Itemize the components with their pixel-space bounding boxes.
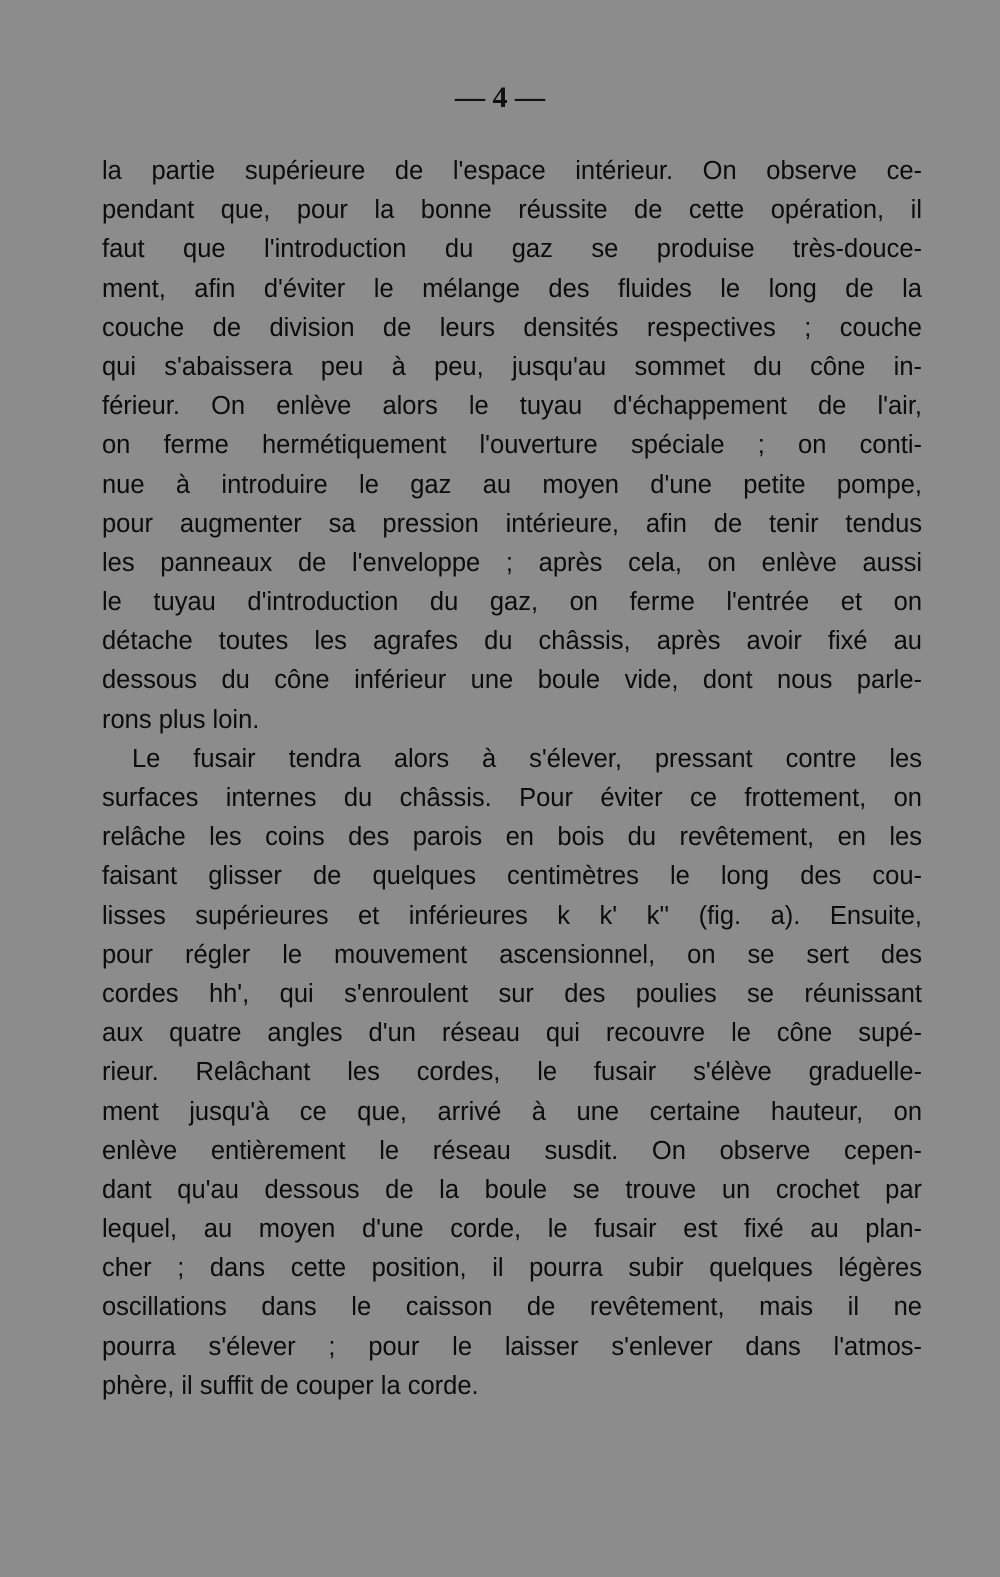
text-line: enlève entièrement le réseau susdit. On observe cepen- [102,1136,922,1165]
text-line: pendant que, pour la bonne réussite de cette opération, il [102,196,922,225]
text-line: nue à introduire le gaz au moyen d'une petite pompe, [102,470,922,499]
text-line: ment, afin d'éviter le mélange des fluides le long de la [102,274,922,303]
text-line: ment jusqu'à ce que, arrivé à une certaine hauteur, on [102,1097,922,1126]
text-line: dant qu'au dessous de la boule se trouve un crochet par [102,1175,922,1204]
text-line: couche de division de leurs densités respectives ; couche [102,313,922,342]
text-line: rons plus loin. [102,705,260,734]
text-line: lequel, au moyen d'une corde, le fusair est fixé au plan- [102,1215,922,1244]
text-line: cordes hh', qui s'enroulent sur des poulies se réunissant [102,979,922,1008]
text-line: qui s'abaissera peu à peu, jusqu'au sommet du cône in- [102,352,922,381]
text-line: la partie supérieure de l'espace intérieur. On observe ce- [102,157,922,185]
text-line: rieur. Relâchant les cordes, le fusair s'élève graduelle- [102,1058,922,1087]
text-line: aux quatre angles d'un réseau qui recouvre le cône supé- [102,1019,922,1048]
text-line: oscillations dans le caisson de revêtement, mais il ne [102,1293,922,1322]
text-line: faut que l'introduction du gaz se produise très-douce- [102,235,922,264]
text-line: surfaces internes du châssis. Pour éviter ce frottement, on [102,784,922,812]
text-line: pour augmenter sa pression intérieure, afin de tenir tendus [102,509,922,538]
body-text [102,152,922,1406]
text-line: les panneaux de l'enveloppe ; après cela, on enlève aussi [102,548,922,577]
text-line: le tuyau d'introduction du gaz, on ferme l'entrée et on [102,588,922,617]
text-line: dessous du cône inférieur une boule vide, dont nous parle- [102,666,922,695]
text-line: pourra s'élever ; pour le laisser s'enlever dans l'atmos- [102,1332,922,1361]
text-line: détache toutes les agrafes du châssis, après avoir fixé au [102,627,922,656]
text-line: pour régler le mouvement ascensionnel, on se sert des [102,940,922,969]
text-line: Le fusair tendra alors à s'élever, pressant contre les [132,744,922,773]
page-number: — 4 — [455,81,545,114]
text-line: phère, il suffit de couper la corde. [102,1371,479,1400]
text-line: relâche les coins des parois en bois du revêtement, en les [102,823,922,852]
text-line: on ferme hermétiquement l'ouverture spéciale ; on conti- [102,431,922,460]
text-line: férieur. On enlève alors le tuyau d'échappement de l'air, [102,392,922,421]
text-line: lisses supérieures et inférieures k k' k'' (fig. a). Ensuite, [102,901,922,930]
text-line: faisant glisser de quelques centimètres le long des cou- [102,862,922,891]
text-line: cher ; dans cette position, il pourra subir quelques légères [102,1254,922,1283]
